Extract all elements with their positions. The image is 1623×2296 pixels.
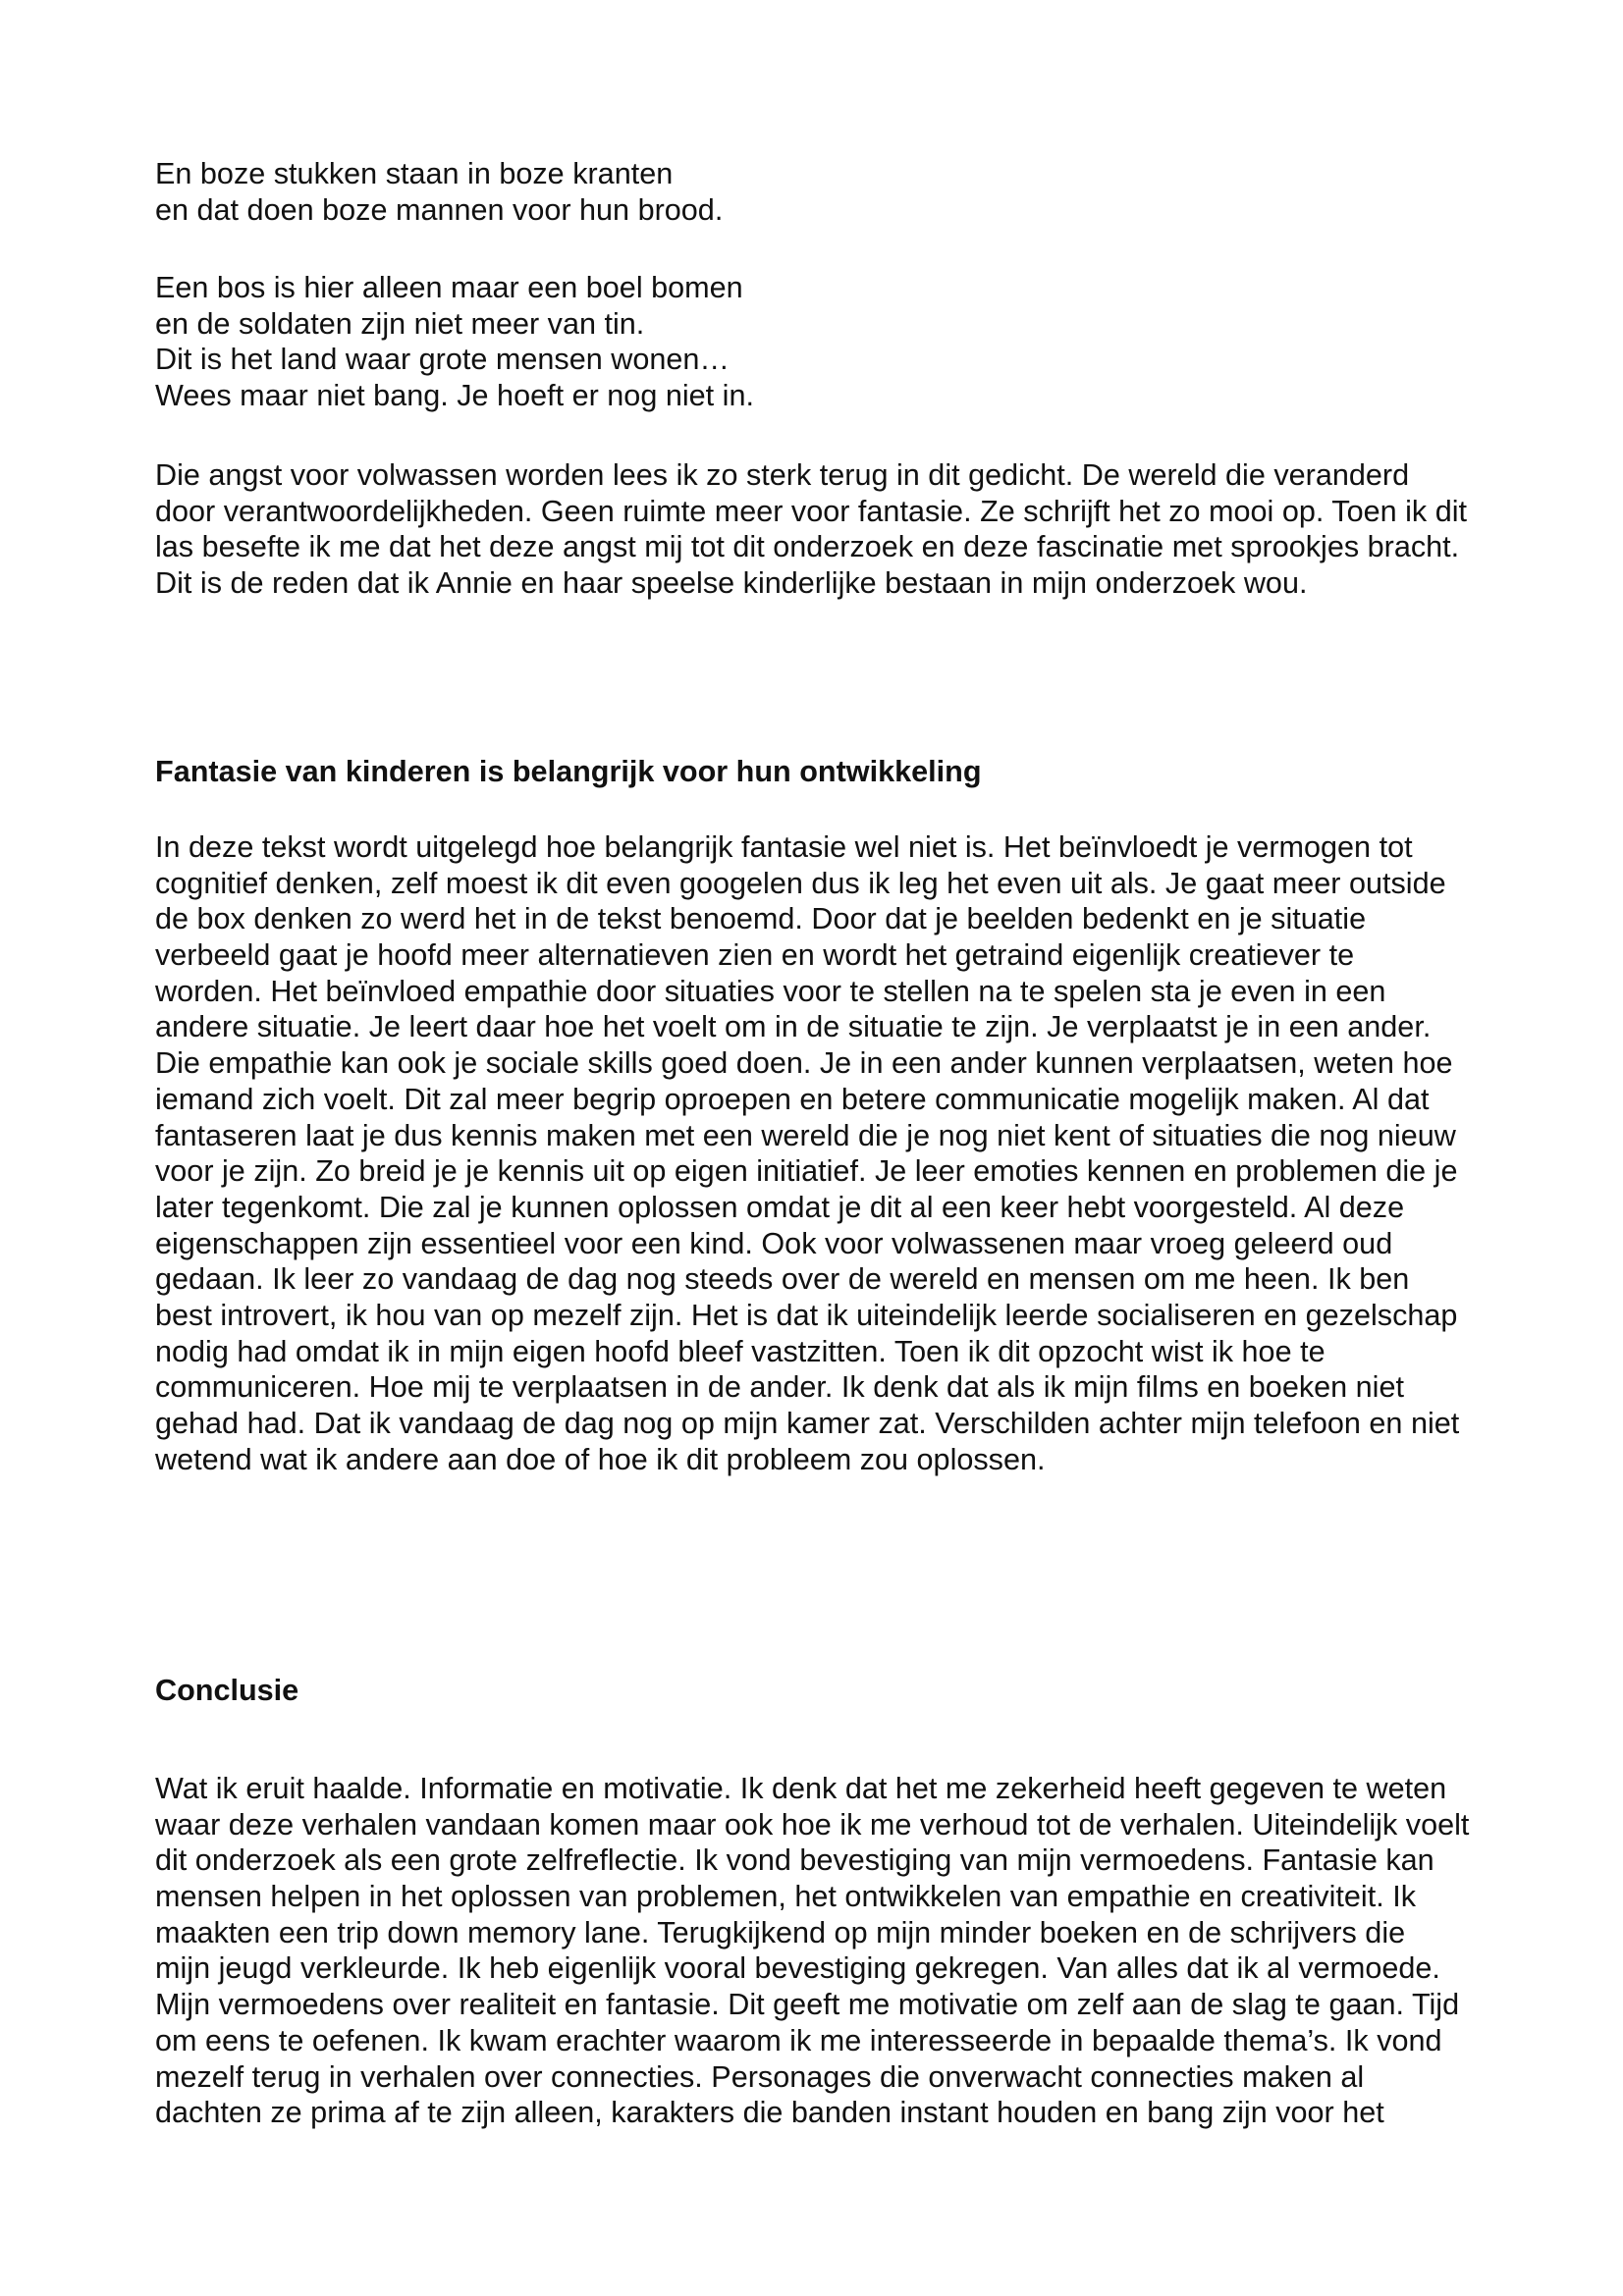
intro-paragraph [155,457,1530,602]
paragraph-line: las besefte ik me dat het deze angst mij tot dit onderzoek en deze fascinatie met sprookjes bracht. [155,530,1460,564]
paragraph-line: gedaan. Ik leer zo vandaag de dag nog steeds over de wereld en mensen om me heen. Ik ben [155,1262,1410,1297]
paragraph-line: Wat ik eruit haalde. Informatie en motivatie. Ik denk dat het me zekerheid heeft gegeven te weten [155,1772,1447,1805]
paragraph-line: iemand zich voelt. Dit zal meer begrip oproepen en betere communicatie mogelijk maken. Al dat [155,1082,1430,1116]
paragraph-line: Dit is de reden dat ik Annie en haar speelse kinderlijke bestaan in mijn onderzoek wou. [155,566,1308,601]
poem-line: Wees maar niet bang. Je hoeft er nog niet in. [155,379,754,413]
section-heading [155,754,1530,790]
poem-stanza [155,270,1530,414]
paragraph-line: mensen helpen in het oplossen van problemen, het ontwikkelen van empathie en creativiteit. Ik [155,1880,1417,1914]
paragraph-line: voor je zijn. Zo breid je je kennis uit op eigen initiatief. Je leer emoties kennen en problemen die je [155,1154,1458,1189]
paragraph-line: nodig had omdat ik in mijn eigen hoofd bleef vastzitten. Toen ik dit opzocht wist ik hoe te [155,1334,1325,1368]
paragraph-line: dachten ze prima af te zijn alleen, karakters die banden instant houden en bang zijn voor het [155,2096,1384,2130]
section-heading-text: Conclusie [155,1674,299,1707]
poem-line: en dat doen boze mannen voor hun brood. [155,192,724,227]
section-paragraph [155,829,1530,1477]
section-paragraph [155,1771,1530,2131]
paragraph-line: eigenschappen zijn essentieel voor een kind. Ook voor volwassenen maar vroeg geleerd oud [155,1226,1393,1260]
paragraph-line: communiceren. Hoe mij te verplaatsen in de ander. Ik denk dat als ik mijn films en boeken niet [155,1370,1404,1405]
paragraph-line: wetend wat ik andere aan doe of hoe ik dit probleem zou oplossen. [155,1442,1046,1476]
paragraph-line: gehad had. Dat ik vandaag de dag nog op mijn kamer zat. Verschilden achter mijn telefoon en niet [155,1407,1460,1440]
paragraph-line: In deze tekst wordt uitgelegd hoe belangrijk fantasie wel niet is. Het beïnvloedt je vermogen tot [155,830,1413,864]
paragraph-line: Die angst voor volwassen worden lees ik zo sterk terug in dit gedicht. De wereld die veranderd [155,458,1410,492]
paragraph-line: waar deze verhalen vandaan komen maar ook hoe ik me verhoud tot de verhalen. Uiteindelijk voelt [155,1807,1470,1842]
poem-stanza [155,156,1530,228]
paragraph-line: andere situatie. Je leert daar hoe het voelt om in de situatie te zijn. Je verplaatst je in een ander. [155,1010,1432,1044]
paragraph-line: door verantwoordelijkheden. Geen ruimte meer voor fantasie. Ze schrijft het zo mooi op. Toen ik dit [155,494,1468,528]
paragraph-line: mijn jeugd verkleurde. Ik heb eigenlijk vooral bevestiging gekregen. Van alles dat ik al vermoede. [155,1951,1440,1986]
poem-line: en de soldaten zijn niet meer van tin. [155,306,645,341]
poem-line: Een bos is hier alleen maar een boel bomen [155,271,743,304]
paragraph-line: best introvert, ik hou van op mezelf zijn. Het is dat ik uiteindelijk leerde socialiseren en gezelschap [155,1298,1458,1332]
paragraph-line: om eens te oefenen. Ik kwam erachter waarom ik me interesseerde in bepaalde thema’s. Ik vond [155,2023,1442,2057]
section-heading [155,1673,1530,1709]
paragraph-line: cognitief denken, zelf moest ik dit even googelen dus ik leg het even uit als. Je gaat meer outside [155,866,1446,900]
paragraph-line: de box denken zo werd het in de tekst benoemd. Door dat je beelden bedenkt en je situatie [155,902,1367,936]
paragraph-line: fantaseren laat je dus kennis maken met een wereld die je nog niet kent of situaties die nog nieuw [155,1118,1456,1152]
paragraph-line: dit onderzoek als een grote zelfreflectie. Ik vond bevestiging van mijn vermoedens. Fantasie kan [155,1843,1434,1878]
paragraph-line: worden. Het beïnvloed empathie door situaties voor te stellen na te spelen sta je even in een [155,974,1386,1008]
paragraph-line: maakten een trip down memory lane. Terugkijkend op mijn minder boeken en de schrijvers die [155,1915,1406,1949]
poem-line: En boze stukken staan in boze kranten [155,157,674,190]
paragraph-line: verbeeld gaat je hoofd meer alternatieven zien en wordt het getraind eigenlijk creatiever te [155,938,1355,973]
paragraph-line: later tegenkomt. Die zal je kunnen oplossen omdat je dit al een keer hebt voorgesteld. Al deze [155,1190,1405,1224]
paragraph-line: Die empathie kan ook je sociale skills goed doen. Je in een ander kunnen verplaatsen, weten hoe [155,1046,1453,1081]
paragraph-line: mezelf terug in verhalen over connecties. Personages die onverwacht connecties maken al [155,2059,1365,2094]
section-heading-text: Fantasie van kinderen is belangrijk voor hun ontwikkeling [155,755,982,788]
paragraph-line: Mijn vermoedens over realiteit en fantasie. Dit geeft me motivatie om zelf aan de slag te gaan. Tijd [155,1988,1460,2022]
poem-line: Dit is het land waar grote mensen wonen… [155,343,730,377]
